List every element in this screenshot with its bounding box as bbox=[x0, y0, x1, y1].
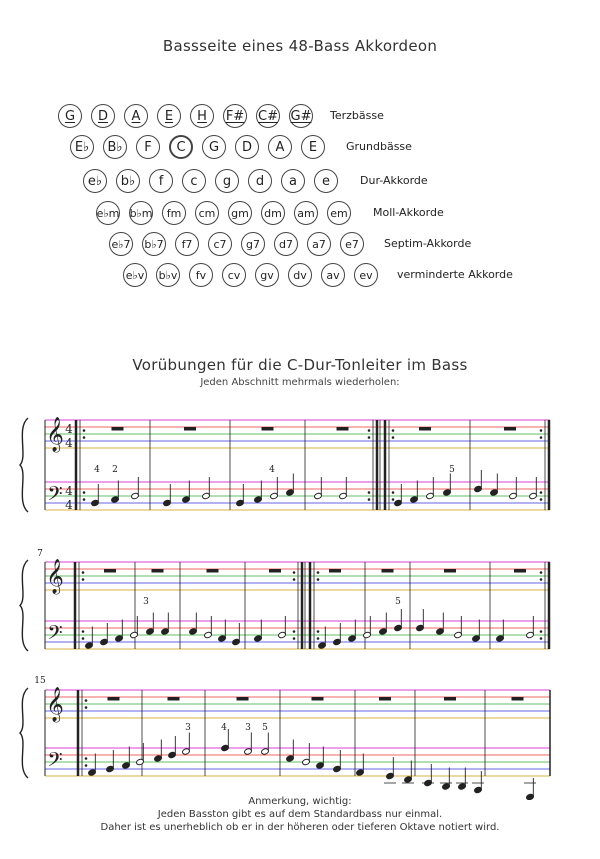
treble-clef-icon: 𝄞 bbox=[46, 559, 64, 594]
repeat-dot bbox=[293, 578, 296, 581]
bass-button[interactable]: fv bbox=[189, 263, 213, 287]
note-line: Daher ist es unerheblich ob er in der höheren oder tieferen Oktave notiert wird. bbox=[100, 822, 500, 833]
bass-button[interactable]: e♭7 bbox=[109, 232, 133, 256]
bass-button[interactable]: E♭ bbox=[70, 135, 94, 159]
fingering-number: 5 bbox=[262, 723, 268, 733]
fingering-number: 3 bbox=[143, 597, 149, 607]
bass-button[interactable]: A bbox=[124, 104, 148, 128]
repeat-dot bbox=[540, 429, 543, 432]
repeat-dot bbox=[368, 436, 371, 439]
note-line: Jeden Basston gibt es auf dem Standardbass nur einmal. bbox=[157, 809, 443, 820]
bass-button[interactable]: e7 bbox=[340, 232, 364, 256]
page-title: Bassseite eines 48-Bass Akkordeon bbox=[162, 37, 438, 55]
repeat-dot bbox=[83, 436, 86, 439]
bass-button[interactable]: d bbox=[248, 169, 272, 193]
whole-rest bbox=[504, 427, 516, 431]
whole-rest bbox=[108, 697, 120, 701]
repeat-dot bbox=[85, 757, 88, 760]
bass-button[interactable]: e bbox=[314, 169, 338, 193]
bass-clef-icon: 𝄢 bbox=[47, 748, 63, 776]
repeat-dot bbox=[392, 498, 395, 501]
whole-rest bbox=[444, 569, 456, 573]
repeat-dot bbox=[317, 630, 320, 633]
bass-button[interactable]: G bbox=[202, 135, 226, 159]
whole-rest bbox=[262, 427, 274, 431]
bass-button[interactable]: G# bbox=[289, 104, 313, 128]
bass-button[interactable]: C# bbox=[256, 104, 280, 128]
bass-button[interactable]: c bbox=[182, 169, 206, 193]
fingering-number: 4 bbox=[94, 465, 100, 475]
repeat-dot bbox=[82, 637, 85, 640]
bass-button[interactable]: E bbox=[157, 104, 181, 128]
repeat-dot bbox=[368, 498, 371, 501]
whole-rest bbox=[269, 569, 281, 573]
bass-button[interactable]: d7 bbox=[274, 232, 298, 256]
bass-button[interactable]: fm bbox=[162, 201, 186, 225]
fingering-number: 5 bbox=[449, 465, 455, 475]
time-signature-numerator: 4 bbox=[65, 484, 73, 498]
time-signature-numerator: 4 bbox=[65, 422, 73, 436]
whole-rest bbox=[237, 697, 249, 701]
repeat-dot bbox=[540, 578, 543, 581]
bass-button[interactable]: g bbox=[215, 169, 239, 193]
bass-button[interactable]: D bbox=[235, 135, 259, 159]
bass-button[interactable]: gv bbox=[255, 263, 279, 287]
fingering-number: 3 bbox=[245, 723, 251, 733]
system-brace bbox=[20, 418, 28, 512]
repeat-dot bbox=[392, 491, 395, 494]
repeat-dot bbox=[85, 764, 88, 767]
repeat-dot bbox=[540, 637, 543, 640]
whole-rest bbox=[512, 697, 524, 701]
bass-button[interactable]: g7 bbox=[241, 232, 265, 256]
repeat-dot bbox=[82, 630, 85, 633]
repeat-dot bbox=[392, 429, 395, 432]
treble-clef-icon: 𝄞 bbox=[46, 417, 64, 452]
bass-button[interactable]: gm bbox=[228, 201, 252, 225]
whole-rest bbox=[168, 697, 180, 701]
note-heading: Anmerkung, wichtig: bbox=[248, 796, 352, 807]
whole-rest bbox=[329, 569, 341, 573]
row-label: Septim-Akkorde bbox=[384, 237, 472, 250]
whole-rest bbox=[337, 427, 349, 431]
bass-button[interactable]: cv bbox=[222, 263, 246, 287]
repeat-dot bbox=[317, 571, 320, 574]
bass-button[interactable]: cm bbox=[195, 201, 219, 225]
repeat-dot bbox=[83, 491, 86, 494]
bass-button[interactable]: dm bbox=[261, 201, 285, 225]
bass-button[interactable]: dv bbox=[288, 263, 312, 287]
fingering-number: 4 bbox=[269, 465, 275, 475]
bass-button[interactable]: f7 bbox=[175, 232, 199, 256]
repeat-dot bbox=[82, 571, 85, 574]
bass-button[interactable]: av bbox=[321, 263, 345, 287]
repeat-dot bbox=[392, 436, 395, 439]
whole-rest bbox=[312, 697, 324, 701]
bass-button[interactable]: b♭v bbox=[156, 263, 180, 287]
note-block bbox=[0, 795, 600, 834]
bass-button[interactable]: F bbox=[136, 135, 160, 159]
repeat-dot bbox=[85, 706, 88, 709]
row-label: Dur-Akkorde bbox=[360, 174, 428, 187]
bass-button[interactable]: a7 bbox=[307, 232, 331, 256]
whole-rest bbox=[152, 569, 164, 573]
bass-button[interactable]: A bbox=[268, 135, 292, 159]
bass-button[interactable]: G bbox=[58, 104, 82, 128]
whole-rest bbox=[184, 427, 196, 431]
bass-button[interactable]: f bbox=[149, 169, 173, 193]
whole-rest bbox=[207, 569, 219, 573]
fingering-number: 4 bbox=[221, 723, 227, 733]
whole-rest bbox=[514, 569, 526, 573]
repeat-dot bbox=[317, 578, 320, 581]
bass-button[interactable]: H bbox=[190, 104, 214, 128]
bass-button[interactable]: b♭ bbox=[116, 169, 140, 193]
bass-button[interactable]: E bbox=[301, 135, 325, 159]
time-signature-denominator: 4 bbox=[65, 436, 73, 450]
repeat-dot bbox=[540, 436, 543, 439]
whole-rest bbox=[444, 697, 456, 701]
bass-button[interactable]: b♭7 bbox=[142, 232, 166, 256]
system-brace bbox=[20, 688, 28, 778]
bass-button[interactable]: b♭m bbox=[129, 201, 153, 225]
bass-button-c[interactable]: C bbox=[169, 135, 193, 159]
bass-button[interactable]: a bbox=[281, 169, 305, 193]
bass-button[interactable]: D bbox=[91, 104, 115, 128]
bass-button[interactable]: ev bbox=[354, 263, 378, 287]
whole-rest bbox=[379, 697, 391, 701]
repeat-dot bbox=[540, 491, 543, 494]
fingering-number: 2 bbox=[112, 465, 118, 475]
bass-button[interactable]: c7 bbox=[208, 232, 232, 256]
bass-button[interactable]: e♭ bbox=[83, 169, 107, 193]
bass-clef-icon: 𝄢 bbox=[47, 482, 63, 510]
repeat-dot bbox=[293, 571, 296, 574]
repeat-dot bbox=[82, 578, 85, 581]
repeat-dot bbox=[368, 491, 371, 494]
row-label: Moll-Akkorde bbox=[373, 206, 444, 219]
bass-button[interactable]: em bbox=[327, 201, 351, 225]
section-subtitle: Jeden Abschnitt mehrmals wiederholen: bbox=[200, 377, 400, 388]
bass-button[interactable]: e♭m bbox=[96, 201, 120, 225]
fingering-number: 3 bbox=[185, 723, 191, 733]
repeat-dot bbox=[540, 571, 543, 574]
repeat-dot bbox=[317, 637, 320, 640]
section-title: Vorübungen für die C-Dur-Tonleiter im Bass bbox=[132, 356, 468, 374]
time-signature-denominator: 4 bbox=[65, 498, 73, 512]
repeat-dot bbox=[540, 630, 543, 633]
repeat-dot bbox=[540, 498, 543, 501]
repeat-dot bbox=[83, 498, 86, 501]
row-label: verminderte Akkorde bbox=[397, 268, 513, 281]
measure-number: 7 bbox=[37, 549, 43, 559]
treble-clef-icon: 𝄞 bbox=[46, 687, 64, 722]
whole-rest bbox=[382, 569, 394, 573]
repeat-dot bbox=[293, 630, 296, 633]
measure-number: 15 bbox=[34, 676, 46, 686]
bass-clef-icon: 𝄢 bbox=[47, 621, 63, 649]
row-label: Terzbässe bbox=[330, 109, 384, 122]
repeat-dot bbox=[83, 429, 86, 432]
system-brace bbox=[20, 560, 28, 651]
repeat-dot bbox=[293, 637, 296, 640]
row-label: Grundbässe bbox=[346, 140, 412, 153]
bass-button[interactable]: B♭ bbox=[103, 135, 127, 159]
bass-button[interactable]: am bbox=[294, 201, 318, 225]
bass-button[interactable]: e♭v bbox=[123, 263, 147, 287]
whole-rest bbox=[104, 569, 116, 573]
fingering-number: 5 bbox=[395, 597, 401, 607]
repeat-dot bbox=[85, 699, 88, 702]
whole-rest bbox=[112, 427, 124, 431]
whole-rest bbox=[419, 427, 431, 431]
bass-button[interactable]: F# bbox=[223, 104, 247, 128]
repeat-dot bbox=[368, 429, 371, 432]
